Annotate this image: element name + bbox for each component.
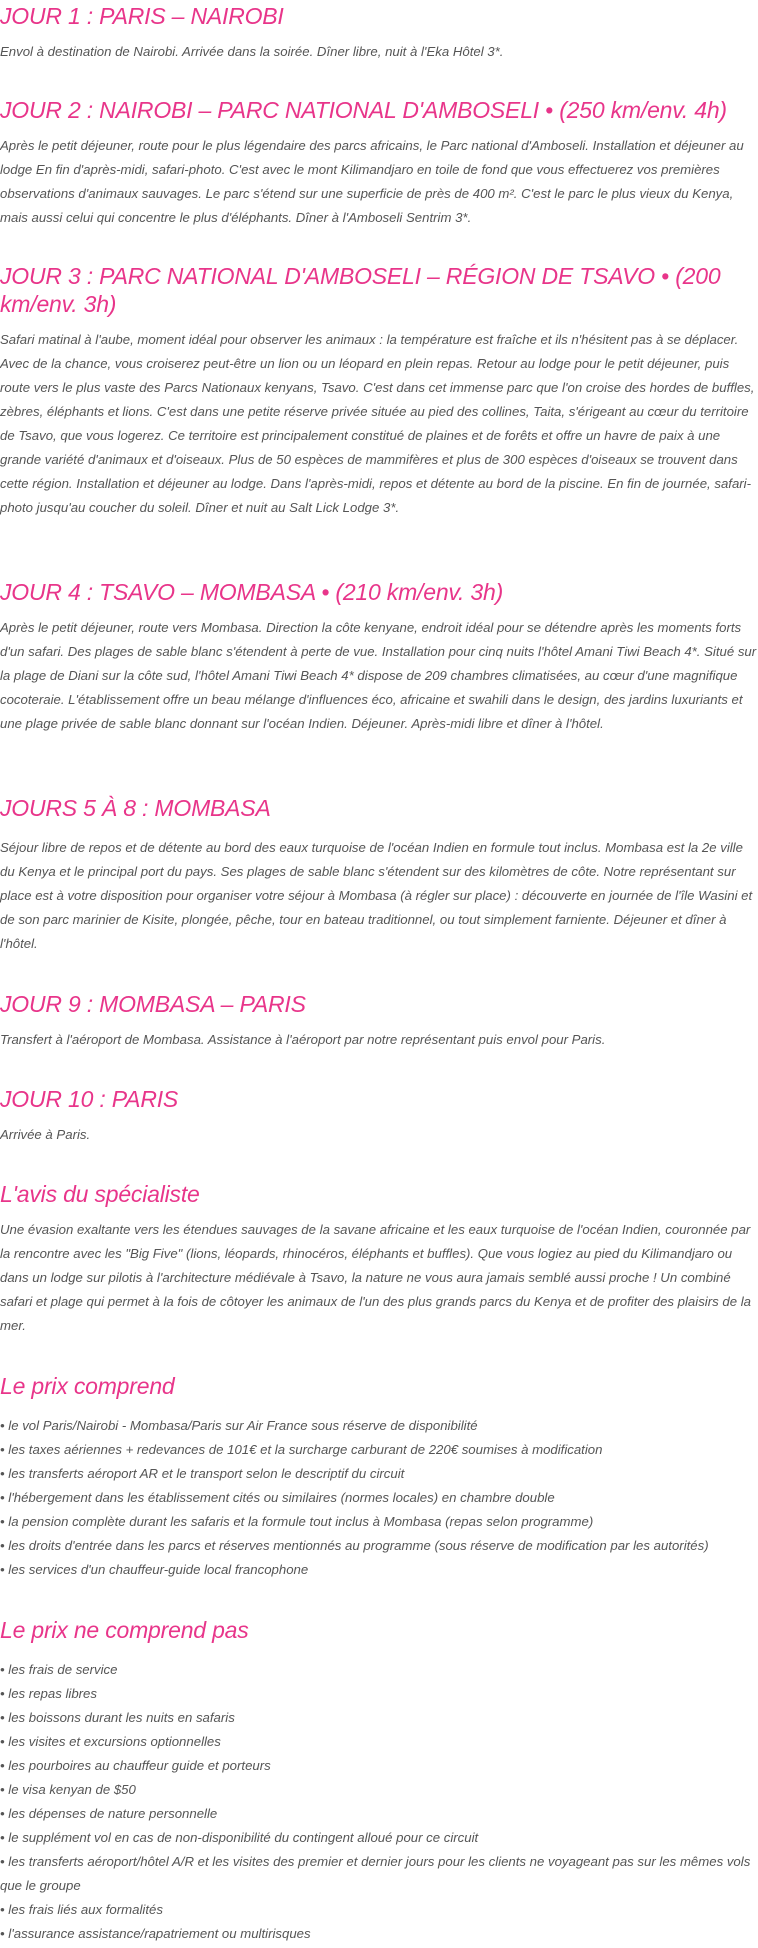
day-3-title: JOUR 3 : PARC NATIONAL D'AMBOSELI – RÉGION DE TSAVO • (200 km/env. 3h) [0,263,721,317]
included-section [0,1372,758,1582]
list-item: • le supplément vol en cas de non-disponibilité du contingent alloué pour ce circuit [0,1830,479,1845]
list-item: • la pension complète durant les safaris et la formule tout inclus à Mombasa (repas selon programme) [0,1514,594,1529]
list-item: • l'hébergement dans les établissement cités ou similaires (normes locales) en chambre double [0,1490,555,1505]
specialist-section [0,1180,758,1338]
list-item: • les services d'un chauffeur-guide local francophone [0,1562,309,1577]
day-5-8-section [0,794,758,956]
list-item: • le visa kenyan de $50 [0,1782,136,1797]
list-item: • les boissons durant les nuits en safaris [0,1710,235,1725]
list-item: • le vol Paris/Nairobi - Mombasa/Paris sur Air France sous réserve de disponibilité [0,1418,478,1433]
day-1-text: Envol à destination de Nairobi. Arrivée dans la soirée. Dîner libre, nuit à l'Eka Hôtel 3*. [0,44,504,59]
day-4-title: JOUR 4 : TSAVO – MOMBASA • (210 km/env. 3h) [0,579,504,605]
not-included-title: Le prix ne comprend pas [0,1617,249,1643]
day-4-section [0,578,758,736]
day-1-title: JOUR 1 : PARIS – NAIROBI [0,3,284,29]
day-3-section [0,262,758,520]
list-item: • les repas libres [0,1686,97,1701]
day-5-8-text: Séjour libre de repos et de détente au bord des eaux turquoise de l'océan Indien en formule tout inclus. Mombasa est la 2e ville du Kenya et le principal port du pays. Ses plages de sable blanc s'étendent sur des kilomètres de côte. Notre représentant sur place est à votre disposition pour organiser votre séjour à Mombasa (à régler sur place) : découverte en journée de l'île Wasini et de son parc marinier de Kisite, plongée, pêche, tour en bateau traditionnel, ou tout simplement farniente. Déjeuner et dîner à l'hôtel. [0,840,753,951]
list-item: • les dépenses de nature personnelle [0,1806,218,1821]
day-2-section [0,96,758,230]
day-1-section [0,2,758,64]
list-item: • les droits d'entrée dans les parcs et réserves mentionnés au programme (sous réserve de modification par les autorités) [0,1538,709,1553]
day-3-text: Safari matinal à l'aube, moment idéal pour observer les animaux : la température est fraîche et ils n'hésitent pas à se déplacer. Avec de la chance, vous croiserez peut-être un lion ou un léopard en plein repas. Retour au lodge pour le petit déjeuner, puis route vers le plus vaste des Parcs Nationaux kenyans, Tsavo. C'est dans cet immense parc que l'on croise des hordes de buffles, zèbres, éléphants et lions. C'est dans une petite réserve privée située au pied des collines, Taita, s'érigeant au cœur du territoire de Tsavo, que vous logerez. Ce territoire est principalement constitué de plaines et de forêts et offre un havre de paix à une grande variété d'animaux et d'oiseaux. Plus de 50 espèces de mammifères et plus de 300 espèces d'oiseaux se trouvent dans cette région. Installation et déjeuner au lodge. Dans l'après-midi, repos et détente au bord de la piscine. En fin de journée, safari-photo jusqu'au coucher du soleil. Dîner et nuit au Salt Lick Lodge 3*. [0,332,755,515]
day-10-title: JOUR 10 : PARIS [0,1086,179,1112]
list-item: • les frais liés aux formalités [0,1902,163,1917]
day-9-title: JOUR 9 : MOMBASA – PARIS [0,991,306,1017]
list-item: • les transferts aéroport AR et le transport selon le descriptif du circuit [0,1466,405,1481]
included-title: Le prix comprend [0,1373,175,1399]
included-list [0,1414,758,1582]
day-2-title: JOUR 2 : NAIROBI – PARC NATIONAL D'AMBOSELI • (250 km/env. 4h) [0,97,727,123]
not-included-list [0,1658,758,1946]
day-10-section [0,1085,758,1147]
list-item: • les transferts aéroport/hôtel A/R et les visites des premier et dernier jours pour les clients ne voyageant pas sur les mêmes vols que le groupe [0,1854,751,1893]
list-item: • les visites et excursions optionnelles [0,1734,221,1749]
day-9-text: Transfert à l'aéroport de Mombasa. Assistance à l'aéroport par notre représentant puis envol pour Paris. [0,1032,606,1047]
list-item: • l'assurance assistance/rapatriement ou multirisques [0,1926,311,1941]
day-5-8-title: JOURS 5 À 8 : MOMBASA [0,795,271,821]
day-4-text: Après le petit déjeuner, route vers Mombasa. Direction la côte kenyane, endroit idéal pour se détendre après les moments forts d'un safari. Des plages de sable blanc s'étendent à perte de vue. Installation pour cinq nuits l'hôtel Amani Tiwi Beach 4*. Situé sur la plage de Diani sur la côte sud, l'hôtel Amani Tiwi Beach 4* dispose de 209 chambres climatisées, au cœur d'une magnifique cocoteraie. L'établissement offre un beau mélange d'influences éco, africaine et swahili dans le design, des jardins luxuriants et une plage privée de sable blanc donnant sur l'océan Indien. Déjeuner. Après-midi libre et dîner à l'hôtel. [0,620,757,731]
day-10-text: Arrivée à Paris. [0,1127,91,1142]
specialist-text: Une évasion exaltante vers les étendues sauvages de la savane africaine et les eaux turquoise de l'océan Indien, couronnée par la rencontre avec les "Big Five" (lions, léopards, rhinocéros, éléphants et buffles). Que vous logiez au pied du Kilimandjaro ou dans un lodge sur pilotis à l'architecture médiévale à Tsavo, la nature ne vous aura jamais semblé aussi proche ! Un combiné safari et plage qui permet à la fois de côtoyer les animaux de l'un des plus grands parcs du Kenya et de profiter des plaisirs de la mer. [0,1222,751,1333]
day-2-text: Après le petit déjeuner, route pour le plus légendaire des parcs africains, le Parc national d'Amboseli. Installation et déjeuner au lodge En fin d'après-midi, safari-photo. C'est avec le mont Kilimandjaro en toile de fond que vous effectuerez vos premières observations d'animaux sauvages. Le parc s'étend sur une superficie de près de 400 m². C'est le parc le plus vieux du Kenya, mais aussi celui qui concentre le plus d'éléphants. Dîner à l'Amboseli Sentrim 3*. [0,138,744,225]
list-item: • les frais de service [0,1662,118,1677]
specialist-title: L'avis du spécialiste [0,1181,200,1207]
day-9-section [0,990,758,1052]
list-item: • les pourboires au chauffeur guide et porteurs [0,1758,271,1773]
not-included-section [0,1616,758,1946]
list-item: • les taxes aériennes + redevances de 101€ et la surcharge carburant de 220€ soumises à modification [0,1442,603,1457]
